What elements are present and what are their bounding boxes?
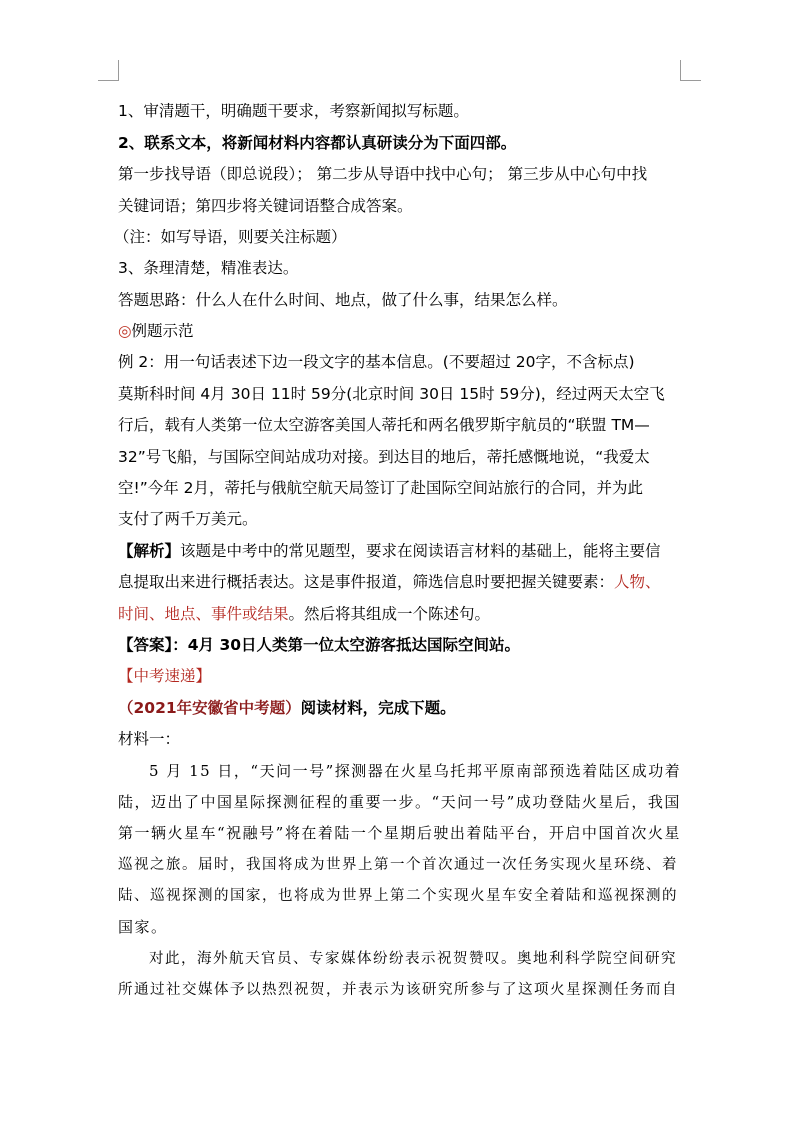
approach-line: 答题思路：什么人在什么时间、地点，做了什么事，结果怎么样。 [118, 291, 568, 309]
step-3-line: 3、条理清楚，精准表达。 [118, 259, 299, 277]
circle-bullet-icon: ◎ [118, 322, 132, 340]
exam-instruction: 阅读材料，完成下题。 [300, 699, 456, 717]
passage-line: 空!”今年 2月，蒂托与俄航空航天局签订了赴国际空间站旅行的合同，并为此 [118, 479, 644, 497]
example-question: 例 2：用一句话表述下边一段文字的基本信息。(不要超过 20字，不含标点) [118, 353, 635, 371]
material-line: 陆，迈出了中国星际探测征程的重要一步。“天问一号”成功登陆火星后，我国 [118, 793, 681, 811]
step-2-detail-line-1: 第一步找导语（即总说段）； 第二步从导语中找中心句； 第三步从中心句中找 [118, 165, 648, 183]
passage-line: 莫斯科时间 4月 30日 11时 59分(北京时间 30日 15时 59分)，经过两天太空飞 [118, 385, 665, 403]
step-1-line: 1、审清题干，明确题干要求，考察新闻拟写标题。 [118, 102, 469, 120]
material-line: 第一辆火星车“祝融号”将在着陆一个星期后驶出着陆平台，开启中国首次火星 [118, 824, 681, 842]
analysis-text: 息提取出来进行概括表达。这是事件报道，筛选信息时要把握关键要素： [118, 573, 615, 591]
passage-line: 32”号飞船，与国际空间站成功对接。到达目的地后，蒂托感慨地说，“我爱太 [118, 448, 650, 466]
analysis-line-3 [118, 604, 490, 624]
passage-line: 支付了两千万美元。 [118, 510, 258, 528]
material-line: 对此，海外航天官员、专家媒体纷纷表示祝贺赞叹。奥地利科学院空间研究 [149, 951, 677, 967]
example-section-label: 例题示范 [131, 322, 194, 340]
analysis-highlight: 人物、 [614, 573, 661, 591]
corner-crop-mark-top-right [680, 60, 701, 81]
example-section-heading [118, 321, 194, 341]
analysis-text: 。然后将其组成一个陈述句。 [288, 605, 491, 623]
material-label: 材料一： [118, 730, 181, 748]
analysis-line-1 [118, 541, 661, 561]
exam-source-tag: （2021年安徽省中考题） [118, 699, 301, 717]
analysis-text: 该题是中考中的常见题型，要求在阅读语言材料的基础上，能将主要信 [180, 542, 661, 560]
material-line: 国家。 [118, 918, 168, 936]
step-2-detail-line-2: 关键词语；第四步将关键词语整合成答案。 [118, 197, 413, 215]
answer-line [118, 635, 520, 655]
analysis-line-2 [118, 572, 661, 592]
passage-line: 行后，载有人类第一位太空游客美国人蒂托和两名俄罗斯宇航员的“联盟 TM— [118, 416, 650, 434]
exam-source-line [118, 698, 456, 718]
note-line: （注：如写导语，则要关注标题） [114, 228, 347, 246]
material-line: 所通过社交媒体予以热烈祝贺，并表示为该研究所参与了这项火星探测任务而自 [118, 982, 678, 998]
material-line: 5 月 15 日，“天问一号”探测器在火星乌托邦平原南部预选着陆区成功着 [149, 762, 682, 780]
step-2-line: 2、联系文本，将新闻材料内容都认真研读分为下面四部。 [118, 134, 517, 152]
analysis-highlight: 时间、地点、事件或结果 [118, 605, 289, 623]
analysis-tag: 【解析】 [118, 542, 181, 560]
answer-text: ：4月 30日人类第一位太空游客抵达国际空间站。 [172, 636, 521, 654]
answer-tag: 【答案】 [118, 636, 173, 654]
corner-crop-mark-top-left [98, 60, 119, 81]
material-line: 陆、巡视探测的国家，也将成为世界上第二个实现火星车安全着陆和巡视探测的 [118, 888, 678, 904]
exam-heading: 【中考速递】 [118, 667, 212, 685]
material-line: 巡视之旅。届时，我国将成为世界上第一个首次通过一次任务实现火星环绕、着 [118, 857, 678, 873]
